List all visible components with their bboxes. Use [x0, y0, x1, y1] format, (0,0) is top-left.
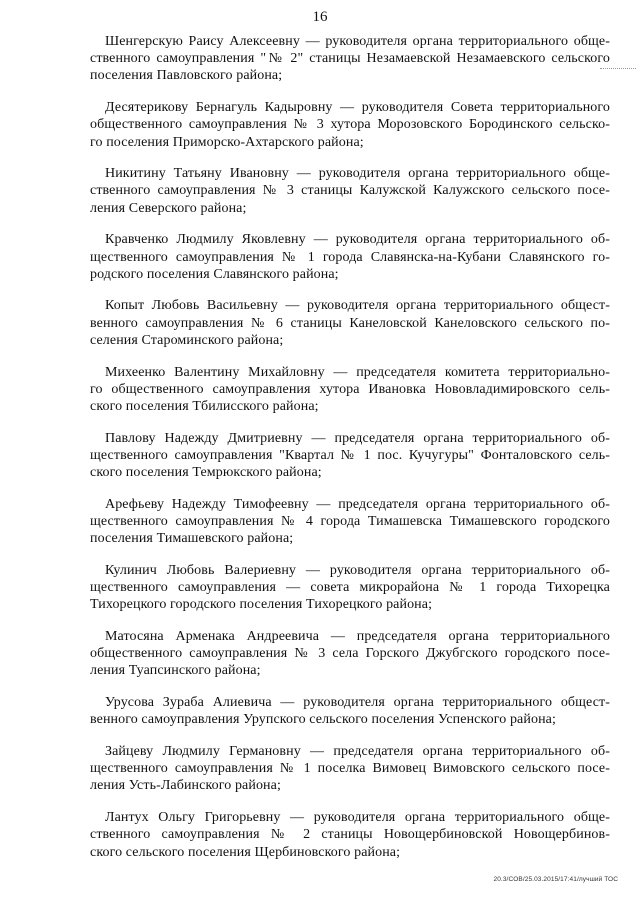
entry-line: ского поселения Темрюкского района; — [90, 465, 322, 481]
entry-line: го поселения Приморско-Ахтарского района; — [90, 134, 364, 150]
list-item — [90, 809, 610, 861]
entry-line: Тихорецкого городского поселения Тихорецкого района; — [90, 597, 433, 613]
entry-line: ственного самоуправления № 3 станицы Калужской Калужского сельского посе- — [90, 183, 610, 199]
entry-line: общественного самоуправления № 3 села Горского Джубгского городского посе- — [90, 646, 610, 662]
page-number: 16 — [312, 9, 328, 25]
list-item — [90, 165, 610, 217]
entry-line: Копыт Любовь Васильевну — руководителя органа территориального общест- — [105, 298, 610, 314]
entry-line: поселения Тимашевского района; — [90, 531, 294, 547]
list-item — [90, 297, 610, 349]
entry-line: щественного самоуправления № 1 поселка Вимовец Вимовского сельского посе- — [90, 761, 610, 777]
entry-line: родского поселения Славянского района; — [90, 266, 339, 282]
entry-line: Шенгерскую Раису Алексеевну — руководителя органа территориального обще- — [105, 34, 610, 49]
entry-line: селения Староминского района; — [90, 332, 284, 348]
entry-line: венного самоуправления № 6 станицы Канеловской Канеловского сельского по- — [90, 315, 610, 331]
list-item — [90, 743, 610, 795]
entry-line: Михеенко Валентину Михайловну — председателя комитета территориально- — [105, 364, 610, 380]
entry-line: Арефьеву Надежду Тимофеевну — председателя органа территориального об- — [105, 496, 610, 512]
list-item — [90, 694, 610, 728]
entry-line: го общественного самоуправления хутора Ивановка Нововладимировского сель- — [90, 381, 610, 397]
entry-line: ления Усть-Лабинского района; — [90, 778, 281, 794]
entry-line: Лантух Ольгу Григорьевну — руководителя органа территориального обще- — [105, 810, 610, 826]
entry-line: ского поселения Тбилисского района; — [90, 398, 319, 414]
entry-line: Зайцеву Людмилу Германовну — председателя органа территориального об- — [105, 744, 610, 759]
entry-line: Урусова Зураба Алиевича — руководителя органа территориального общест- — [105, 695, 610, 711]
entry-line: Кулинич Любовь Валериевну — руководителя органа территориального об- — [105, 562, 610, 578]
document-footer-code: 20.3/COB/25.03.2015/17:41/лучший ТОС — [493, 876, 618, 883]
list-item — [90, 496, 610, 548]
list-item — [90, 562, 610, 614]
entry-line: венного самоуправления Урупского сельского поселения Успенского района; — [90, 712, 556, 728]
list-item — [90, 364, 610, 416]
entry-line: поселения Павловского района; — [90, 68, 283, 84]
entry-line: ского сельского поселения Щербиновского района; — [90, 844, 401, 860]
entry-line: Матосяна Арменака Андреевича — председателя органа территориального — [105, 628, 610, 644]
entry-line: Кравченко Людмилу Яковлевну — руководителя органа территориального об- — [105, 232, 610, 248]
entry-line: щественного самоуправления № 4 города Тимашевска Тимашевского городского — [90, 513, 610, 529]
entry-line: ственного самоуправления № 2 станицы Новощербиновской Новощербинов- — [90, 827, 610, 843]
entry-line: щественного самоуправления № 1 города Славянска-на-Кубани Славянского го- — [90, 249, 610, 265]
list-item — [90, 99, 610, 151]
entry-line: ственного самоуправления "№ 2" станицы Незамаевской Незамаевского сельского — [90, 51, 610, 67]
entry-line: Десятерикову Бернагуль Кадыровну — руководителя Совета территориального — [105, 100, 610, 116]
entry-line: щественного самоуправления — совета микрорайона № 1 города Тихорецка — [90, 580, 610, 596]
list-item — [90, 231, 610, 283]
entry-line: Никитину Татьяну Ивановну — руководителя органа территориального обще- — [105, 166, 610, 182]
entry-line: Павлову Надежду Дмитриевну — председателя органа территориального об- — [105, 430, 610, 446]
list-item — [90, 628, 610, 680]
entry-line: ления Туапсинского района; — [90, 663, 261, 679]
list-item — [90, 430, 610, 482]
list-item — [90, 33, 610, 85]
entry-line: щественного самоуправления "Квартал № 1 пос. Кучугуры" Фонталовского сель- — [90, 447, 610, 463]
award-list — [90, 33, 610, 875]
entry-line: ления Северского района; — [90, 200, 247, 216]
entry-line: общественного самоуправления № 3 хутора Морозовского Бородинского сельско- — [90, 117, 610, 133]
